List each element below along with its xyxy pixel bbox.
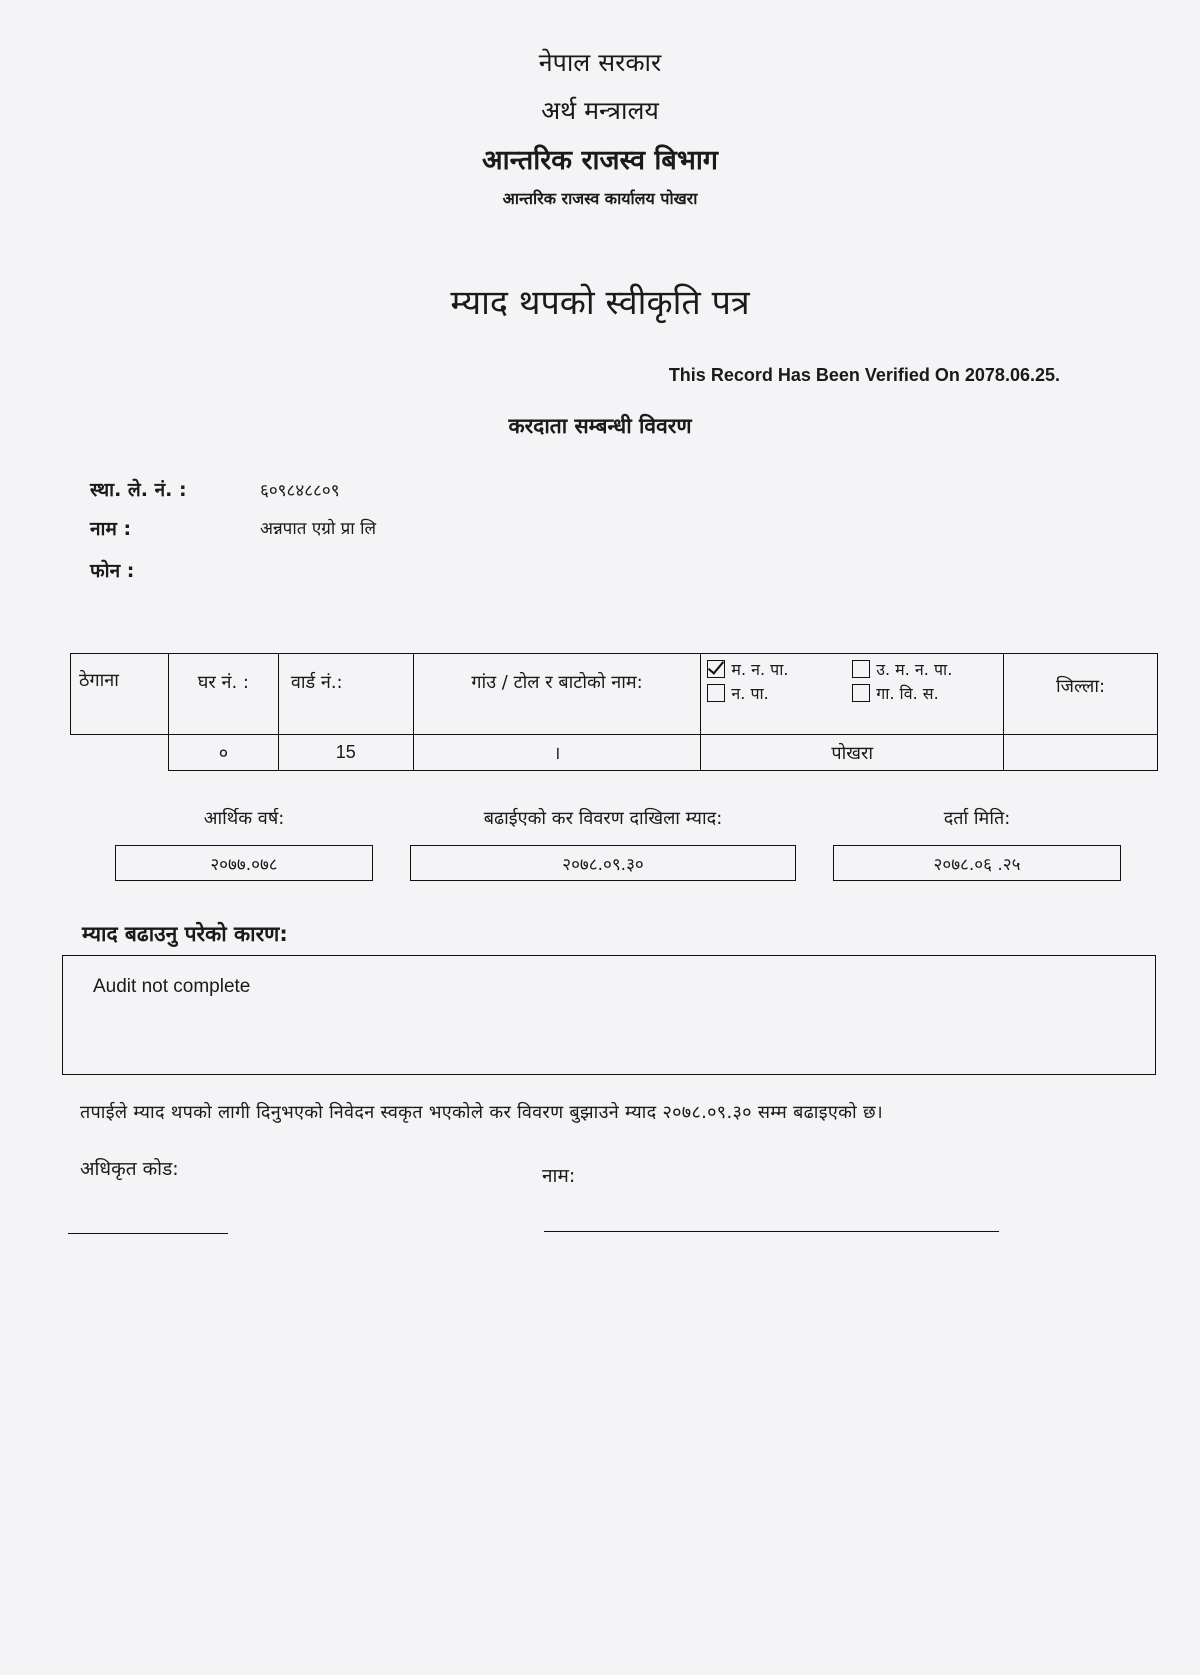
name-value: अन्नपात एग्रो प्रा लि	[260, 519, 377, 539]
option-metropolitan[interactable]: म. न. पा.	[707, 658, 852, 680]
fiscal-year-value: २०७७.०७८	[115, 845, 373, 881]
fiscal-year-group	[115, 806, 373, 881]
extended-deadline-group	[410, 806, 796, 881]
section-title: करदाता सम्बन्धी विवरण	[508, 414, 692, 438]
extended-deadline-value: २०७८.०९.३०	[410, 845, 796, 881]
phone-label: फोन :	[90, 560, 135, 582]
address-header-row	[71, 654, 1158, 735]
empty-cell	[71, 735, 169, 771]
reason-label: म्याद बढाउनु परेको कारण:	[82, 922, 288, 946]
ward-no-value: 15	[278, 735, 413, 771]
option-vdc[interactable]: गा. वि. स.	[852, 682, 997, 704]
municipality-value: पोखरा	[701, 735, 1004, 771]
address-table	[70, 653, 1158, 771]
option-sub-metropolitan[interactable]: उ. म. न. पा.	[852, 658, 997, 680]
department-name: आन्तरिक राजस्व बिभाग	[481, 145, 719, 176]
verification-note: This Record Has Been Verified On 2078.06.25.	[668, 365, 1060, 385]
district-header: जिल्ला:	[1004, 654, 1158, 735]
officer-name-label: नाम:	[542, 1165, 576, 1187]
reason-box	[62, 955, 1156, 1075]
approval-statement: तपाईले म्याद थपको लागी दिनुभएको निवेदन स्वकृत भएकोले कर विवरण बुझाउने म्याद २०७८.०९.३० सम्म बढाइएको छ।	[80, 1102, 883, 1123]
pan-value: ६०९८४८८०९	[260, 481, 340, 501]
street-value: ।	[413, 735, 701, 771]
checkbox-icon[interactable]	[707, 684, 725, 702]
name-label: नाम :	[90, 518, 132, 540]
address-row-label: ठेगाना	[79, 670, 119, 691]
registration-date-label: दर्ता मिति:	[943, 808, 1011, 829]
government-name: नेपाल सरकार	[538, 48, 662, 77]
officer-code-line	[68, 1233, 228, 1234]
district-value	[1004, 735, 1158, 771]
ministry-name: अर्थ मन्त्रालय	[541, 96, 659, 125]
option-municipality[interactable]: न. पा.	[707, 682, 852, 704]
street-header: गांउ / टोल र बाटोको नाम:	[413, 654, 701, 735]
fiscal-year-label: आर्थिक वर्ष:	[203, 808, 285, 829]
extended-deadline-label: बढाईएको कर विवरण दाखिला म्याद:	[483, 808, 723, 829]
checkbox-icon[interactable]	[852, 660, 870, 678]
checkbox-checked-icon[interactable]	[707, 660, 725, 678]
officer-name-line	[544, 1231, 999, 1232]
ward-no-header: वार्ड नं.:	[278, 654, 413, 735]
registration-date-group	[833, 806, 1121, 881]
municipality-type-header	[701, 654, 1004, 735]
house-no-value: ०	[168, 735, 278, 771]
house-no-header: घर नं. :	[168, 654, 278, 735]
registration-date-value: २०७८.०६ .२५	[833, 845, 1121, 881]
document-title: म्याद थपको स्वीकृति पत्र	[450, 283, 750, 323]
address-values-row	[71, 735, 1158, 771]
officer-code-label: अधिकृत कोड:	[80, 1158, 179, 1180]
checkbox-icon[interactable]	[852, 684, 870, 702]
office-name: आन्तरिक राजस्व कार्यालय पोखरा	[502, 189, 698, 208]
address-row-label-cell	[71, 654, 169, 735]
reason-text: Audit not complete	[93, 976, 251, 997]
pan-label: स्था. ले. नं. :	[90, 479, 187, 501]
